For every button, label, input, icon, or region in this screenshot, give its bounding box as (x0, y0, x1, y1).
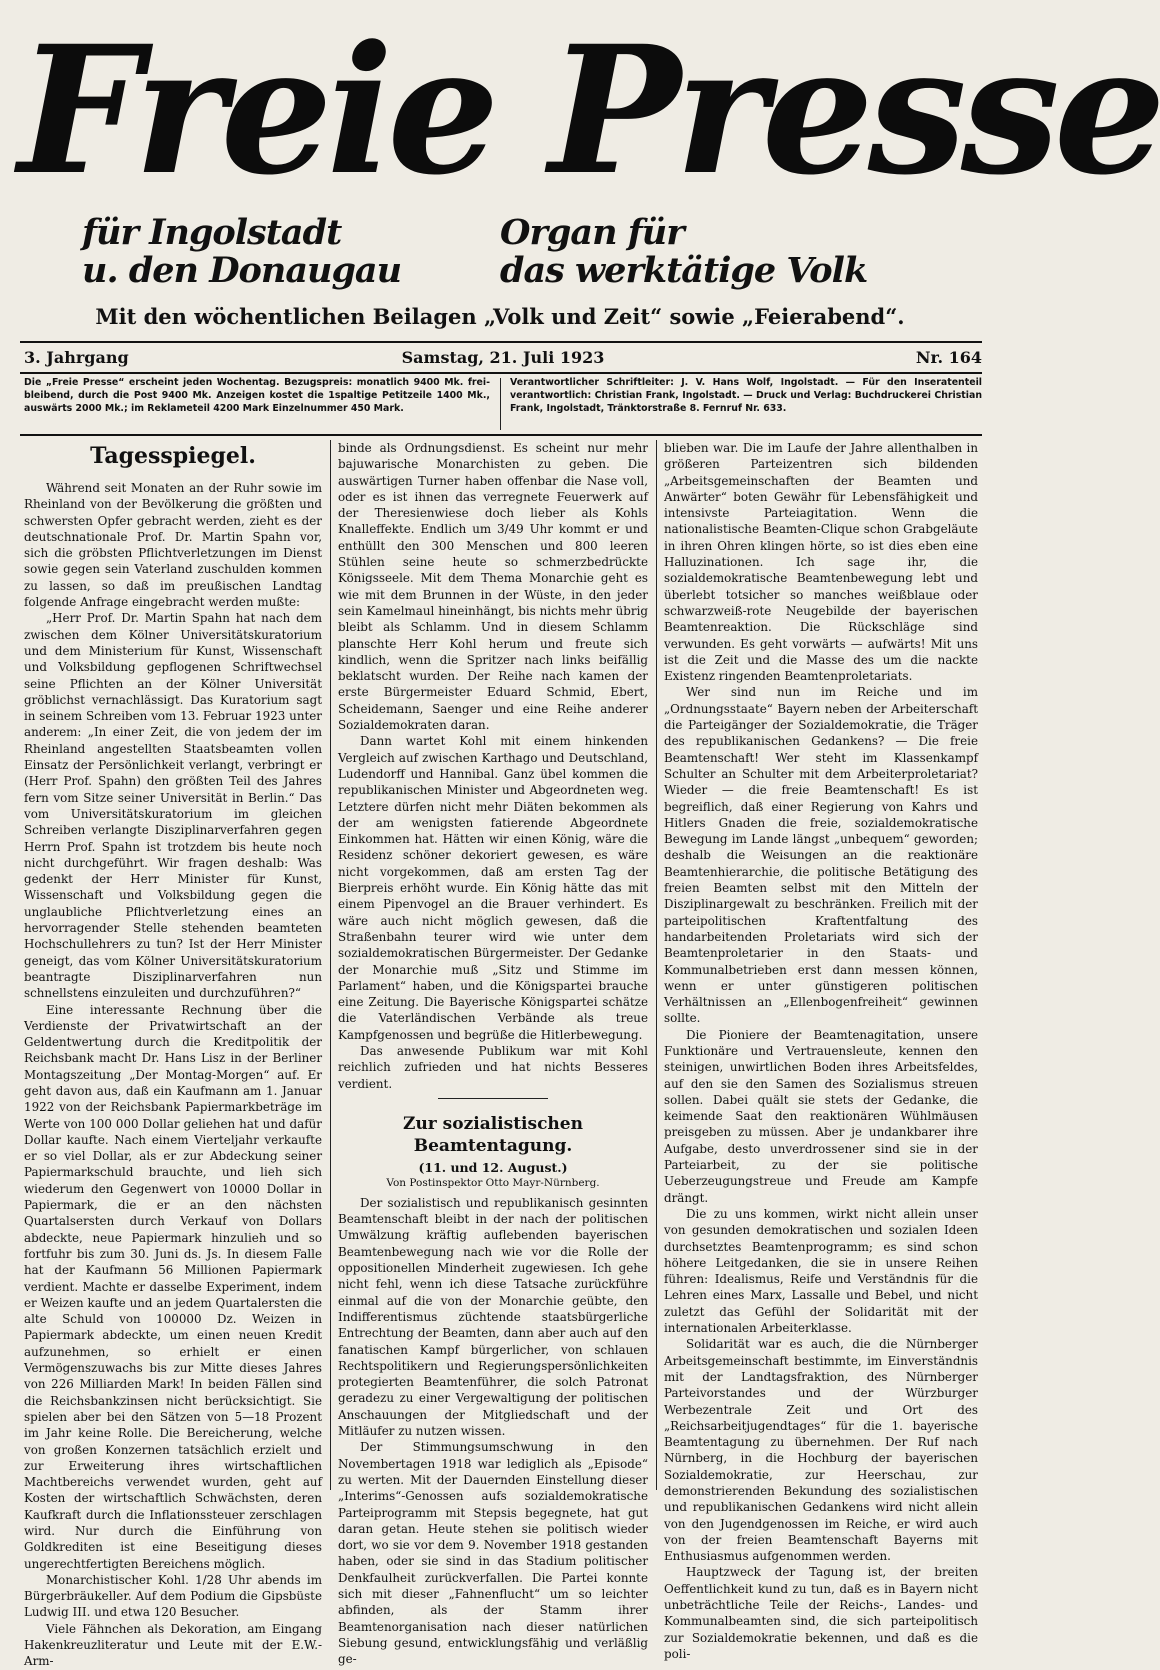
column-3 (664, 440, 978, 1661)
col1-paragraph: Monarchistischer Kohl. 1/28 Uhr abends im Bürgerbräukeller. Auf dem Podium die Gipsbüste Ludwig III. und etwa 120 Besucher. (24, 1572, 322, 1620)
article-byline: Von Postinspektor Otto Mayr-Nürnberg. (386, 1176, 600, 1189)
col1-paragraph: Während seit Monaten an der Ruhr sowie im Rheinland von der Bevölkerung die größten und schwersten Opfer gebracht werden, zieht es der deutschnationale Prof. Dr. Martin Spahn vor, sich die gröbsten Pflichtverletzungen im Dienst sowie gegen sein Vaterland zuschulden kommen zu lassen, so daß im preußischen Landtag folgende Anfrage eingebracht werden mußte: (24, 481, 322, 610)
col3-paragraph: Die zu uns kommen, wirkt nicht allein unser von gesunden demokratischen und sozialen Ideen durchsetztes Beamtenprogramm; es sind schon höhere Leitgedanken, die sie in unsere Reihen führen: Idealismus, Reife und Verständnis für die Lehren eines Marx, Lassalle und Bebel, und nicht zuletzt das Gefühl der Solidarität mit der internationalen Arbeiterklasse. (664, 1206, 978, 1336)
col1-paragraph: Viele Fähnchen als Dekoration, am Eingang Hakenkreuzliteratur und Leute mit der E.W.-Arm- (24, 1621, 322, 1669)
article-subheadline: (11. und 12. August.) (418, 1159, 568, 1175)
tagline-right-line-2: das werktätige Volk (500, 250, 868, 291)
column-divider-2 (656, 440, 657, 1490)
masthead-tagline-left (82, 214, 462, 290)
supplements-line: Mit den wöchentlichen Beilagen „Volk und Zeit“ sowie „Feierabend“. (95, 304, 905, 329)
col2-article-paragraph: Der Stimmungsumschwung in den Novembertagen 1918 war lediglich als „Episode“ zu werten. Mit der Dauernden Einstellung dieser „Interims“-Genossen aufs sozialdemokratische Parteiprogramm mit Stepsis begegnete, hat gut daran getan. Heute stehen sie politisch wieder dort, wo sie vor dem 9. November 1918 gestanden haben, oder sie sind in das Stadium politischer Denkfaulheit zurückverfallen. Die Partei konnte sich mit dieser „Fahnenflucht“ um so leichter abfinden, als der Stamm ihrer Beamtenorganisation nach dieser natürlichen Siebung gesund, entwicklungsfähig und verläßlig ge- (338, 1440, 648, 1667)
tagline-left-line-2: u. den Donaugau (82, 250, 402, 291)
dateline (24, 345, 982, 371)
col3-paragraph: Die Pioniere der Beamtenagitation, unsere Funktionäre und Vertrauensleute, kennen den steinigen, unwirtlichen Boden ihres Arbeitsfeldes, auf den sie den Samen des Sozialismus streuen sollen. Dabei quält sie stets der Gedanke, die keimende Saat den reaktionären Wühlmäusen preisgeben zu müssen. Aber je undankbarer ihre Aufgabe, desto unverdrossener sind sie in der Parteiarbeit, zu der sie politische Ueberzeugungstreue und Freude am Kampfe drängt. (664, 1027, 978, 1205)
col2-paragraph: Das anwesende Publikum war mit Kohl reichlich zufrieden und hat nichts Besseres verdient. (338, 1043, 648, 1091)
col3-paragraph: Solidarität war es auch, die die Nürnberger Arbeitsgemeinschaft bestimmte, im Einverständnis mit der Landtagsfraktion, des Nürnberger Parteivorstandes und der Würzburger Werbezentrale Zeit und Ort des „Reichsarbeitjugendtages“ für die 1. bayerische Beamtentagung zu übernehmen. Der Ruf nach Nürnberg, in die Hochburg der bayerischen Sozialdemokratie, zur Heerschau, zur demonstrierenden Bekundung des sozialistischen und republikanischen Gedankens wird nicht allein von den Jugendgenossen im Reiche, er wird auch von der freien Beamtenschaft Bayerns mit Enthusiasmus aufgenommen werden. (664, 1337, 978, 1564)
col2-paragraph: binde als Ordnungsdienst. Es scheint nur mehr bajuwarische Monarchisten zu geben. Die auswärtigen Turner haben offenbar die Nase voll, oder es ist ihnen das verregnete Feuerwerk auf der Theresienwiese doch lieber als Kohls Knalleffekte. Endlich um 3/49 Uhr kommt er und enthüllt den 300 Menschen und 800 leeren Stühlen seine heute so schmerzbedrückte Königsseele. Mit dem Thema Monarchie geht es wie mit dem Brunnen in der Wüste, in den jeder sein Kamelmaul hineinhängt, bis nichts mehr übrig bleibt als Schlamm. Und in diesem Schlamm planschte Herr Kohl herum und freute sich kindlich, wenn die Spritzer nach links beifällig beklatscht wurden. Der Reihe nach kamen der erste Bürgermeister Eduard Schmid, Ebert, Scheidemann, Saenger und eine Reihe anderer Sozialdemokraten daran. (338, 441, 648, 733)
col3-paragraph: Wer sind nun im Reiche und im „Ordnungsstaate“ Bayern neben der Arbeiterschaft die Parteigänger der Sozialdemokratie, die Träger des republikanischen Gedankens? — Die freie Beamtenschaft! Wer steht im Klassenkampf Schulter an Schulter mit dem Arbeiterproletariat? Wieder — die freie Beamtenschaft! Es ist begreiflich, daß einer Regierung von Kahrs und Hitlers Gnaden die freie, sozialdemokratische Bewegung im Lande längst „unbequem“ geworden; deshalb die Weisungen an die reaktionäre Beamtenhierarchie, die politische Betätigung des freien Beamten selbst mit den Mitteln der Disziplinargewalt zu beschränken. Freilich mit der parteipolitischen Kraftentfaltung des handarbeitenden Proletariats wird sich der Beamtenproletarier in den Staats- und Kommunalbetrieben erst dann messen können, wenn er unter günstigeren politischen Verhältnissen an „Ellenbogenfreiheit“ gewinnen sollte. (664, 685, 978, 1026)
column-2 (338, 440, 648, 1667)
editorial-info: Verantwortlicher Schriftleiter: J. V. Hans Wolf, Ingolstadt. — Für den Inseratenteil verantwortlich: Christian Frank, Ingolstadt. — Druck und Verlag: Buchdruckerei Christian Frank, Ingolstadt, Tränktorstraße 8. Fernruf Nr. 633. (510, 377, 982, 414)
volume: 3. Jahrgang (24, 348, 129, 367)
rule-top (20, 341, 982, 343)
subscription-info: Die „Freie Presse“ erscheint jeden Wochentag. Bezugspreis: monatlich 9400 Mk. frei-bleibend, durch die Post 9400 Mk. Anzeigen kostet die 1spaltige Petitzeile 1400 Mk., auswärts 2000 Mk.; im Reklameteil 4200 Mark Einzelnummer 450 Mark. (24, 377, 490, 414)
col3-paragraph: Hauptzweck der Tagung ist, der breiten Oeffentlichkeit kund zu tun, daß es in Bayern nicht unbeträchtliche Teile der Reichs-, Landes- und Kommunalbeamten sind, die sich parteipolitisch zur Sozialdemokratie bekennen, und daß es die poli- (664, 1565, 978, 1661)
issue-date: Samstag, 21. Juli 1923 (401, 348, 605, 367)
col1-paragraph: Eine interessante Rechnung über die Verdienste der Privatwirtschaft an der Geldentwertung durch die Kreditpolitik der Reichsbank macht Dr. Hans Lisz in der Berliner Montagszeitung „Der Montag-Morgen“ auf. Er geht davon aus, daß ein Kaufmann am 1. Januar 1922 von der Reichsbank Papiermarkbeträge im Werte von 100 000 Dollar geliehen hat und dafür Dollar kaufte. Nach einem Vierteljahr verkaufte er so viel Dollar, als er zur Abdeckung seiner Papiermarkschuld brauchte, und lieh sich wiederum den Gegenwert von 10000 Dollar in Papiermark, die er an den nächsten Quartalsersten durch Verkauf von Dollars abdeckte, neue Papiermark hinzulieh und so fortfuhr bis zum 30. Juni ds. Js. In diesem Falle hat der Kaufmann 56 Millionen Papiermark verdient. Machte er dasselbe Experiment, indem er Weizen kaufte und an jedem Quartalersten die alte Schuld von 100000 Dz. Weizen in Papiermark abdeckte, um einen neuen Kredit aufzunehmen, so erhielt er einen Vermögenszuwachs bis zur Mitte dieses Jahres von 226 Milliarden Mark! In beiden Fällen sind die Reichsbankzinsen nicht berücksichtigt. Sie spielen aber bei den Sätzen von 5—18 Prozent im Jahr keine Rolle. Die Bereicherung, welche von großen Konzernen tatsächlich erzielt und zur Erweiterung ihres wirtschaftlichen Machtbereichs verwendet wurden, geht auf Kosten der wirtschaftlich Schwächsten, deren Kaufkraft durch die Inflationssteuer zerschlagen wird. Nur durch die Einführung von Goldkrediten ist eine Beseitigung dieses ungerechtfertigten Bereichens möglich. (24, 1002, 322, 1571)
article-separator (438, 1098, 548, 1099)
tagline-right-line-1: Organ für (500, 212, 684, 253)
rule-dateline (20, 372, 982, 374)
tagline-left-line-1: für Ingolstadt (82, 212, 342, 253)
issue-number: Nr. 164 (915, 348, 982, 367)
col2-paragraph: Dann wartet Kohl mit einem hinkenden Vergleich auf zwischen Karthago und Deutschland, Ludendorff und Hannibal. Ganz übel kommen die republikanischen Minister und Abgeordneten weg. Letztere dürfen nicht mehr Diäten bekommen als der am wenigsten fatierende Abgeordnete Einkommen hat. Hätten wir einen König, wäre die Residenz schöner dekoriert gewesen, es wäre nicht vorgekommen, daß am ersten Tag der Bierpreis erhöht wurde. Ein König hätte das mit einem Pipenvogel an die Brauer verhindert. Es wäre auch nicht möglich gewesen, daß die Straßenbahn teurer wird wie unter dem sozialdemokratischen Bürgermeister. Der Gedanke der Monarchie muß „Sitz und Stimme im Parlament“ haben, und die Königspartei brauche eine Zeitung. Die Bayerische Königspartei schätze die Vaterländischen Verbände als treue Kampfgenossen und begrüße die Hitlerbewegung. (338, 734, 648, 1042)
col2-article-paragraph: Der sozialistisch und republikanisch gesinnten Beamtenschaft bleibt in der nach der politischen Umwälzung kräftig auflebenden bayerischen Beamtenbewegung nach wie vor die Rolle der oppositionellen Minderheit zugewiesen. Ich gehe nicht fehl, wenn ich diese Tatsache zurückführe einmal auf die von der Monarchie geübte, den Indifferentismus züchtende staatsbürgerliche Entrechtung der Beamten, dann aber auch auf den fanatischen Kampf bürgerlicher, von schlauen Rechtspolitikern und Regierungspersönlichkeiten protegierten Beamtenführer, die solch Patronat geradezu zu einer Vergewaltigung der politischen Anschauungen der Mitgliedschaft und der Mitläufer zu nutzen wissen. (338, 1195, 648, 1439)
column-1 (24, 440, 322, 1669)
article-headline: Zur sozialistischen Beamtentagung. (403, 1113, 583, 1156)
column-divider-1 (330, 440, 331, 1490)
info-divider (500, 378, 501, 430)
masthead-title: Freie Presse (18, 7, 1160, 214)
tagesspiegel-headline: Tagesspiegel. (90, 443, 256, 469)
col3-paragraph: blieben war. Die im Laufe der Jahre allenthalben in größeren Parteizentren sich bildenden „Arbeitsgemeinschaften der Beamten und Anwärter“ boten Gewähr für Lebensfähigkeit und intensivste Parteiagitation. Wenn die nationalistische Beamten-Clique schon Grabgeläute in ihren Ohren klingen hörte, so ist dies eben eine Halluzinationen. Ich sage ihr, die sozialdemokratische Beamtenbewegung lebt und überlebt totsicher so manches weißblaue oder schwarzweiß-rote Neugebilde der bayerischen Beamtenreaktion. Die Rückschläge sind verwunden. Es geht vorwärts — aufwärts! Mit uns ist die Zeit und die Masse des um die nackte Existenz ringenden Beamtenproletariats. (664, 441, 978, 684)
col1-paragraph: „Herr Prof. Dr. Martin Spahn hat nach dem zwischen dem Kölner Universitätskuratorium und dem Ministerium für Kunst, Wissenschaft und Volksbildung gepflogenen Schriftwechsel seine Pflichten an der Kölner Universität gröblichst vernachlässigt. Das Kuratorium sagt in seinem Schreiben vom 13. Februar 1923 unter anderem: „In einer Zeit, die von jedem der im Rheinland angestellten Staatsbeamten vollen Einsatz der Persönlichkeit verlangt, verbringt er (Herr Prof. Spahn) den größten Teil des Jahres fern vom Sitze seiner Universität in Berlin.“ Das vom Universitätskuratorium im gleichen Schreiben verlangte Disziplinarverfahren gegen Herrn Prof. Spahn ist trotzdem bis heute noch nicht durchgeführt. Wir fragen deshalb: Was gedenkt der Herr Minister für Kunst, Wissenschaft und Volksbildung gegen die unglaubliche Pflichtverletzung eines an hervorragender Stelle stehenden beamteten Hochschullehrers zu tun? Ist der Herr Minister geneigt, das vom Kölner Universitätskuratorium beantragte Disziplinarverfahren nun schnellstens einzuleiten und durchzuführen?“ (24, 611, 322, 1001)
rule-columns (20, 434, 982, 436)
masthead-tagline-right (500, 214, 940, 290)
